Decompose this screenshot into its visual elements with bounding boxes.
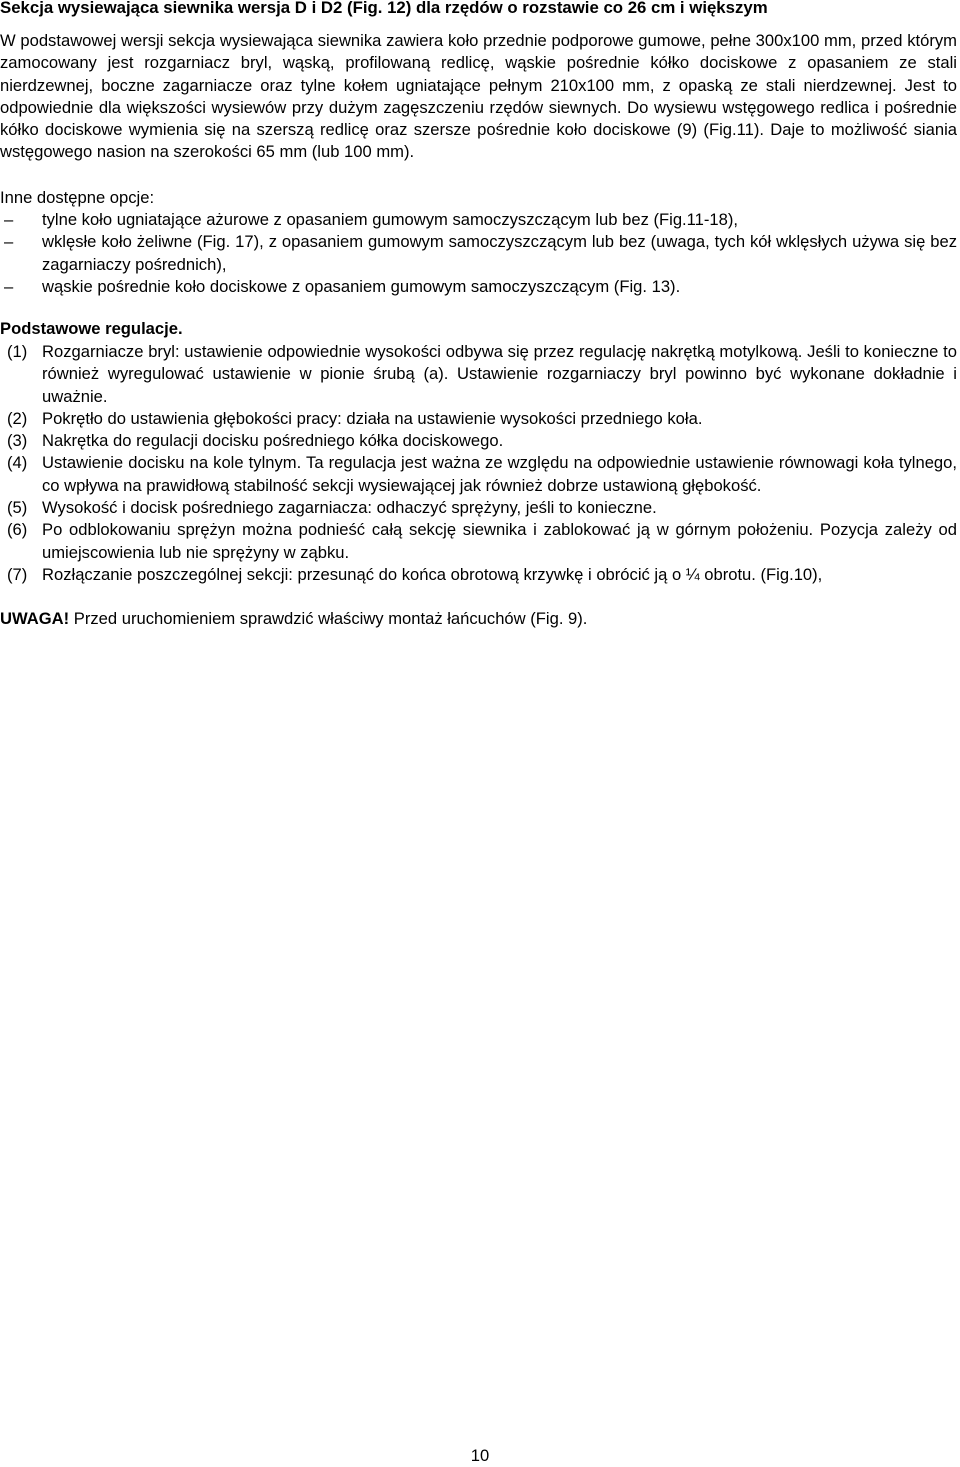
warning-label: UWAGA! <box>0 609 70 628</box>
list-item <box>0 408 957 430</box>
item-number: (1) <box>7 342 28 361</box>
list-item <box>0 231 957 276</box>
dash-bullet: – <box>4 276 14 296</box>
list-item <box>0 497 957 519</box>
list-item-text: Nakrętka do regulacji docisku pośredniego kółka dociskowego. <box>42 431 504 451</box>
options-list <box>0 209 957 298</box>
dash-bullet: – <box>4 232 14 252</box>
list-item <box>0 341 957 408</box>
list-item-text: Rozgarniacze bryl: ustawienie odpowiednie wysokości odbywa się przez regulację nakrętką motylkową. Jeśli to konieczne to również wyregulować ustawienie w pionie śrubą (a). Ustawienie rozgarniaczy bryl powinno być wykonane dokładnie i uważnie. <box>42 342 957 406</box>
list-item-text: Po odblokowaniu sprężyn można podnieść całą sekcję siewnika i zablokować ją w górnym położeniu. Pozycja zależy od umiejscowienia lub nie sprężyny w ząbku. <box>42 520 957 562</box>
list-item-text: Pokrętło do ustawienia głębokości pracy: działa na ustawienie wysokości przedniego koła. <box>42 408 703 428</box>
item-number: (2) <box>7 408 28 428</box>
item-number: (5) <box>7 498 28 518</box>
warning-paragraph <box>0 608 957 630</box>
list-item-text: Ustawienie docisku na kole tylnym. Ta regulacja jest ważna ze względu na odpowiednie ustawienie równowagi koła tylnego, co wpływa na prawidłową stabilność sekcji wysiewającej jak również dobrze ustawioną głębokość. <box>42 453 957 495</box>
list-item <box>0 276 957 298</box>
dash-bullet: – <box>4 210 14 229</box>
list-item-text: Rozłączanie poszczególnej sekcji: przesunąć do końca obrotową krzywkę i obrócić ją o ¼ obrotu. (Fig.10), <box>42 564 823 584</box>
warning-text: Przed uruchomieniem sprawdzić właściwy montaż łańcuchów (Fig. 9). <box>69 609 588 628</box>
section-title: Sekcja wysiewająca siewnika wersja D i D2 (Fig. 12) dla rzędów o rozstawie co 26 cm i większym <box>0 0 768 17</box>
page-number: 10 <box>470 1446 490 1465</box>
list-item <box>0 564 957 586</box>
list-item <box>0 430 957 452</box>
intro-paragraph: W podstawowej wersji sekcja wysiewająca siewnika zawiera koło przednie podporowe gumowe, pełne 300x100 mm, przed którym zamocowany jest rozgarniacz bryl, wąską, profilowaną redlicę, wąskie pośrednie kółko dociskowe z opasaniem ze stali nierdzewnej, boczne zagarniacze oraz tylne kołem ugniatające pełnym 210x100 mm, z opaską ze stali nierdzewnej. Jest to odpowiednie dla większości wysiewów przy dużym zagęszczeniu rzędów siewnych. Do wysiewu wstęgowego redlica i pośrednie kółko dociskowe wymienia się na szerszą redlicę oraz szersze pośrednie koło dociskowe (9) (Fig.11). Daje to możliwość siania wstęgowego nasion na szerokości 65 mm (lub 100 mm). <box>0 31 957 162</box>
list-item <box>0 452 957 497</box>
item-number: (7) <box>7 564 28 584</box>
item-number: (4) <box>7 453 28 473</box>
list-item <box>0 519 957 564</box>
item-number: (6) <box>7 520 28 540</box>
list-item <box>0 209 957 231</box>
list-item-text: Wysokość i docisk pośredniego zagarniacza: odhaczyć sprężyny, jeśli to konieczne. <box>42 498 657 518</box>
item-number: (3) <box>7 431 28 451</box>
regulations-list <box>0 341 957 586</box>
list-item-text: tylne koło ugniatające ażurowe z opasaniem gumowym samoczyszczącym lub bez (Fig.11-18), <box>42 210 739 229</box>
options-label: Inne dostępne opcje: <box>0 188 155 207</box>
list-item-text: wąskie pośrednie koło dociskowe z opasaniem gumowym samoczyszczącym (Fig. 13). <box>42 276 681 296</box>
regulations-heading: Podstawowe regulacje. <box>0 319 183 338</box>
list-item-text: wklęsłe koło żeliwne (Fig. 17), z opasaniem gumowym samoczyszczącym lub bez (uwaga, tych kół wklęsłych używa się bez zagarniaczy pośrednich), <box>42 232 957 274</box>
